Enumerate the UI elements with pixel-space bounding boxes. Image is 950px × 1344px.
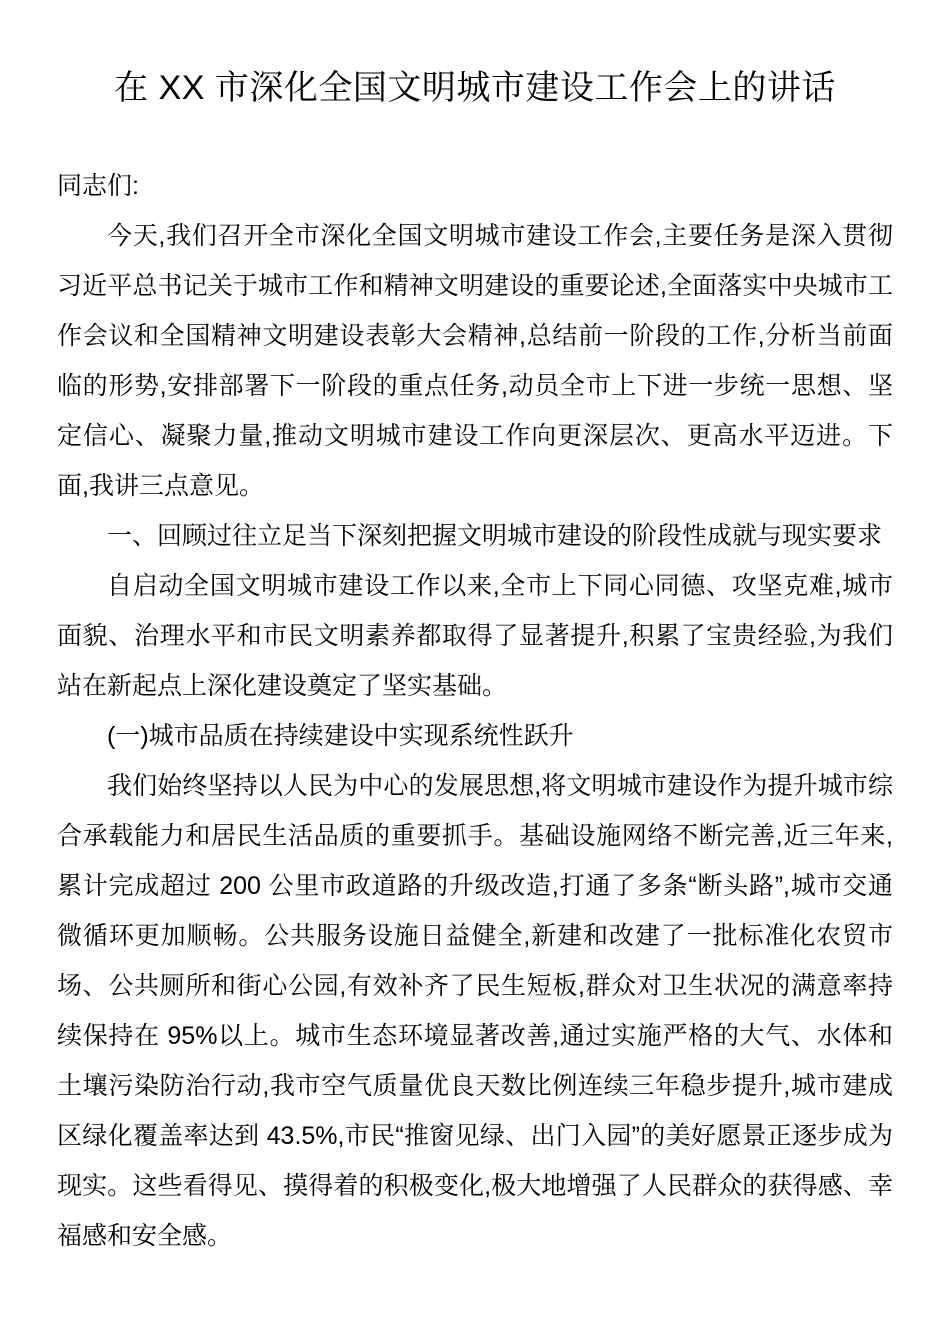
body-paragraph: 我们始终坚持以人民为中心的发展思想,将文明城市建设作为提升城市综合承载能力和居民生活品质的重要抓手。基础设施网络不断完善,近三年来,累计完成超过 200 公里市政道路的升级改造,打通了多条“断头路”,城市交通微循环更加顺畅。公共服务设施日益健全,新建和改建了一批标准化农贸市场、公共厕所和街心公园,有效补齐了民生短板,群众对卫生状况的满意率持续保持在 95%以上。城市生态环境显著改善,通过实施严格的大气、水体和土壤污染防治行动,我市空气质量优良天数比例连续三年稳步提升,城市建成区绿化覆盖率达到 43.5%,市民“推窗见绿、出门入园”的美好愿景正逐步成为现实。这些看得见、摸得着的积极变化,极大地增强了人民群众的获得感、幸福感和安全感。 [57, 772, 893, 1250]
subsection-heading: (一)城市品质在持续建设中实现系统性跃升 [107, 722, 574, 750]
section-heading: 一、回顾过往立足当下深刻把握文明城市建设的阶段性成就与现实要求 [107, 522, 883, 550]
body-paragraph: 自启动全国文明城市建设工作以来,全市上下同心同德、攻坚克难,城市面貌、治理水平和市民文明素养都取得了显著提升,积累了宝贵经验,为我们站在新起点上深化建设奠定了坚实基础。 [57, 572, 893, 700]
body-paragraph: 今天,我们召开全市深化全国文明城市建设工作会,主要任务是深入贯彻习近平总书记关于城市工作和精神文明建设的重要论述,全面落实中央城市工作会议和全国精神文明建设表彰大会精神,总结前一阶段的工作,分析当前面临的形势,安排部署下一阶段的重点任务,动员全市上下进一步统一思想、坚定信心、凝聚力量,推动文明城市建设工作向更深层次、更高水平迈进。下面,我讲三点意见。 [57, 222, 893, 500]
document-body [0, 161, 950, 1261]
salutation-line: 同志们: [57, 172, 139, 200]
document-title: 在 XX 市深化全国文明城市建设工作会上的讲话 [114, 69, 836, 107]
